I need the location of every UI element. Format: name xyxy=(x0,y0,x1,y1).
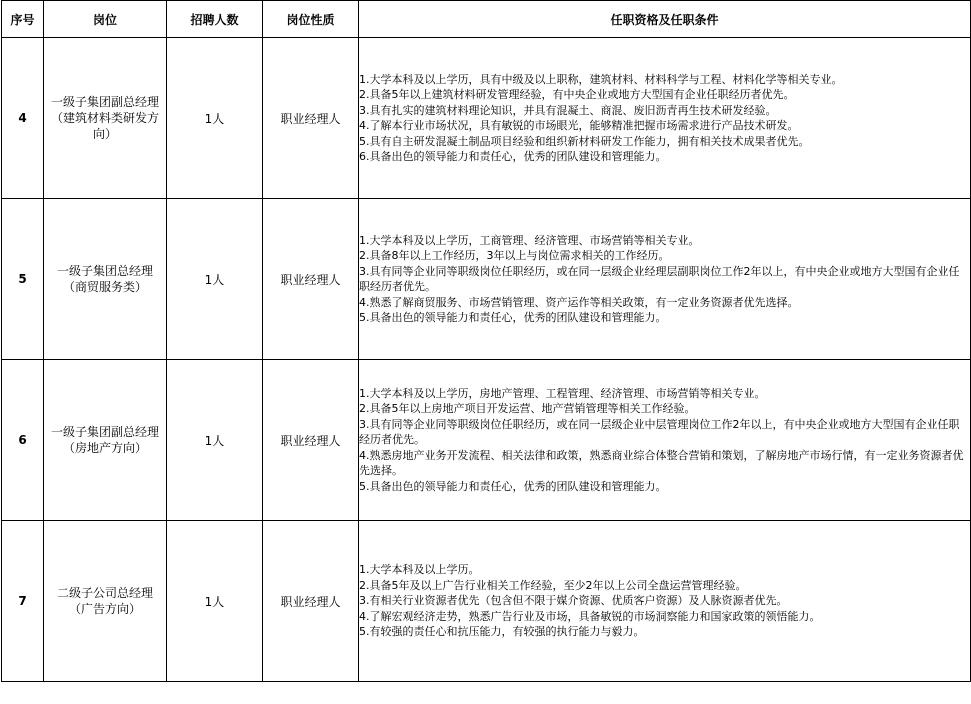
headcount: 1人 xyxy=(167,360,263,521)
position-line: （建筑材料类研发方 xyxy=(50,111,159,125)
requirement-item: 1.大学本科及以上学历，具有中级及以上职称，建筑材料、材料科学与工程、材料化学等相关专业。 xyxy=(359,72,843,86)
header-type: 岗位性质 xyxy=(263,1,359,38)
requirements-cell xyxy=(359,521,971,682)
recruitment-table xyxy=(1,0,971,682)
requirement-item: 2.具备5年以上建筑材料研发管理经验，有中央企业或地方大型国有企业任职经历者优先。 xyxy=(359,88,795,101)
row-number: 5 xyxy=(2,199,44,360)
requirement-item: 6.具备出色的领导能力和责任心，优秀的团队建设和管理能力。 xyxy=(359,150,667,163)
requirement-item: 3.具有同等企业同等职级岗位任职经历，或在同一层级企业中层管理岗位工作2年以上，有中央企业或地方大型国有企业任职经历者优先。 xyxy=(359,417,960,447)
headcount: 1人 xyxy=(167,199,263,360)
requirement-item: 4.了解本行业市场状况，具有敏锐的市场眼光，能够精准把握市场需求进行产品技术研发。 xyxy=(359,119,799,132)
position-title xyxy=(44,38,167,199)
header-no: 序号 xyxy=(2,1,44,38)
requirement-item: 5.有较强的责任心和抗压能力，有较强的执行能力与毅力。 xyxy=(359,625,645,639)
requirement-item: 1.大学本科及以上学历，房地产管理、工程管理、经济管理、市场营销等相关专业。 xyxy=(359,386,766,400)
requirement-item: 5.具有自主研发混凝土制品项目经验和组织新材料研发工作能力，拥有相关技术成果者优先。 xyxy=(359,134,810,148)
requirement-item: 3.具有同等企业同等职级岗位任职经历，或在同一层级企业经理层副职岗位工作2年以上，有中央企业或地方大型国有企业任职经历者优先。 xyxy=(359,264,960,293)
table-row xyxy=(2,199,971,360)
requirement-item: 3.有相关行业资源者优先（包含但不限于媒介资源、优质客户资源）及人脉资源者优先。 xyxy=(359,594,788,608)
requirement-item: 5.具备出色的领导能力和责任心，优秀的团队建设和管理能力。 xyxy=(359,311,667,324)
position-line: （房地产方向） xyxy=(62,441,147,455)
requirements-cell xyxy=(359,38,971,199)
position-type: 职业经理人 xyxy=(263,360,359,521)
table-header-row xyxy=(2,1,971,38)
table-row xyxy=(2,360,971,521)
header-requirements: 任职资格及任职条件 xyxy=(359,1,971,38)
requirement-item: 4.熟悉了解商贸服务、市场营销管理、资产运作等相关政策，有一定业务资源者优先选择。 xyxy=(359,295,799,309)
requirement-item: 4.了解宏观经济走势，熟悉广告行业及市场，具备敏锐的市场洞察能力和国家政策的领悟能力。 xyxy=(359,609,821,623)
headcount: 1人 xyxy=(167,38,263,199)
position-line: 一级子集团副总经理 xyxy=(50,425,159,439)
position-line: 二级子公司总经理 xyxy=(56,586,153,600)
table-row xyxy=(2,521,971,682)
position-type: 职业经理人 xyxy=(263,199,359,360)
row-number: 4 xyxy=(2,38,44,199)
requirement-item: 2.具备5年及以上广告行业相关工作经验，至少2年以上公司全盘运营管理经验。 xyxy=(359,578,747,592)
requirement-item: 3.具有扎实的建筑材料理论知识，并具有混凝土、商混、废旧沥青再生技术研发经验。 xyxy=(359,103,777,117)
table-row xyxy=(2,38,971,199)
requirement-item: 2.具备8年以上工作经历，3年以上与岗位需求相关的工作经历。 xyxy=(359,249,670,262)
row-number: 7 xyxy=(2,521,44,682)
position-title xyxy=(44,199,167,360)
requirement-item: 2.具备5年以上房地产项目开发运营、地产营销管理等相关工作经验。 xyxy=(359,402,696,416)
position-title xyxy=(44,521,167,682)
requirement-item: 1.大学本科及以上学历，工商管理、经济管理、市场营销等相关专业。 xyxy=(359,233,700,247)
header-count: 招聘人数 xyxy=(167,1,263,38)
position-title xyxy=(44,360,167,521)
position-line: （广告方向） xyxy=(68,602,141,616)
requirement-item: 1.大学本科及以上学历。 xyxy=(359,563,480,577)
requirement-item: 4.熟悉房地产业务开发流程、相关法律和政策，熟悉商业综合体整合营销和策划，了解房地产市场行情，有一定业务资源者优先选择。 xyxy=(359,448,964,478)
position-type: 职业经理人 xyxy=(263,521,359,682)
position-type: 职业经理人 xyxy=(263,38,359,199)
position-line: 一级子集团副总经理 xyxy=(50,95,159,109)
requirements-cell xyxy=(359,199,971,360)
position-line: 一级子集团总经理 xyxy=(56,264,153,278)
position-line: （商贸服务类） xyxy=(62,280,147,294)
position-line: 向） xyxy=(92,127,117,141)
requirement-item: 5.具备出色的领导能力和责任心，优秀的团队建设和管理能力。 xyxy=(359,479,667,493)
row-number: 6 xyxy=(2,360,44,521)
requirements-cell xyxy=(359,360,971,521)
header-position: 岗位 xyxy=(44,1,167,38)
headcount: 1人 xyxy=(167,521,263,682)
